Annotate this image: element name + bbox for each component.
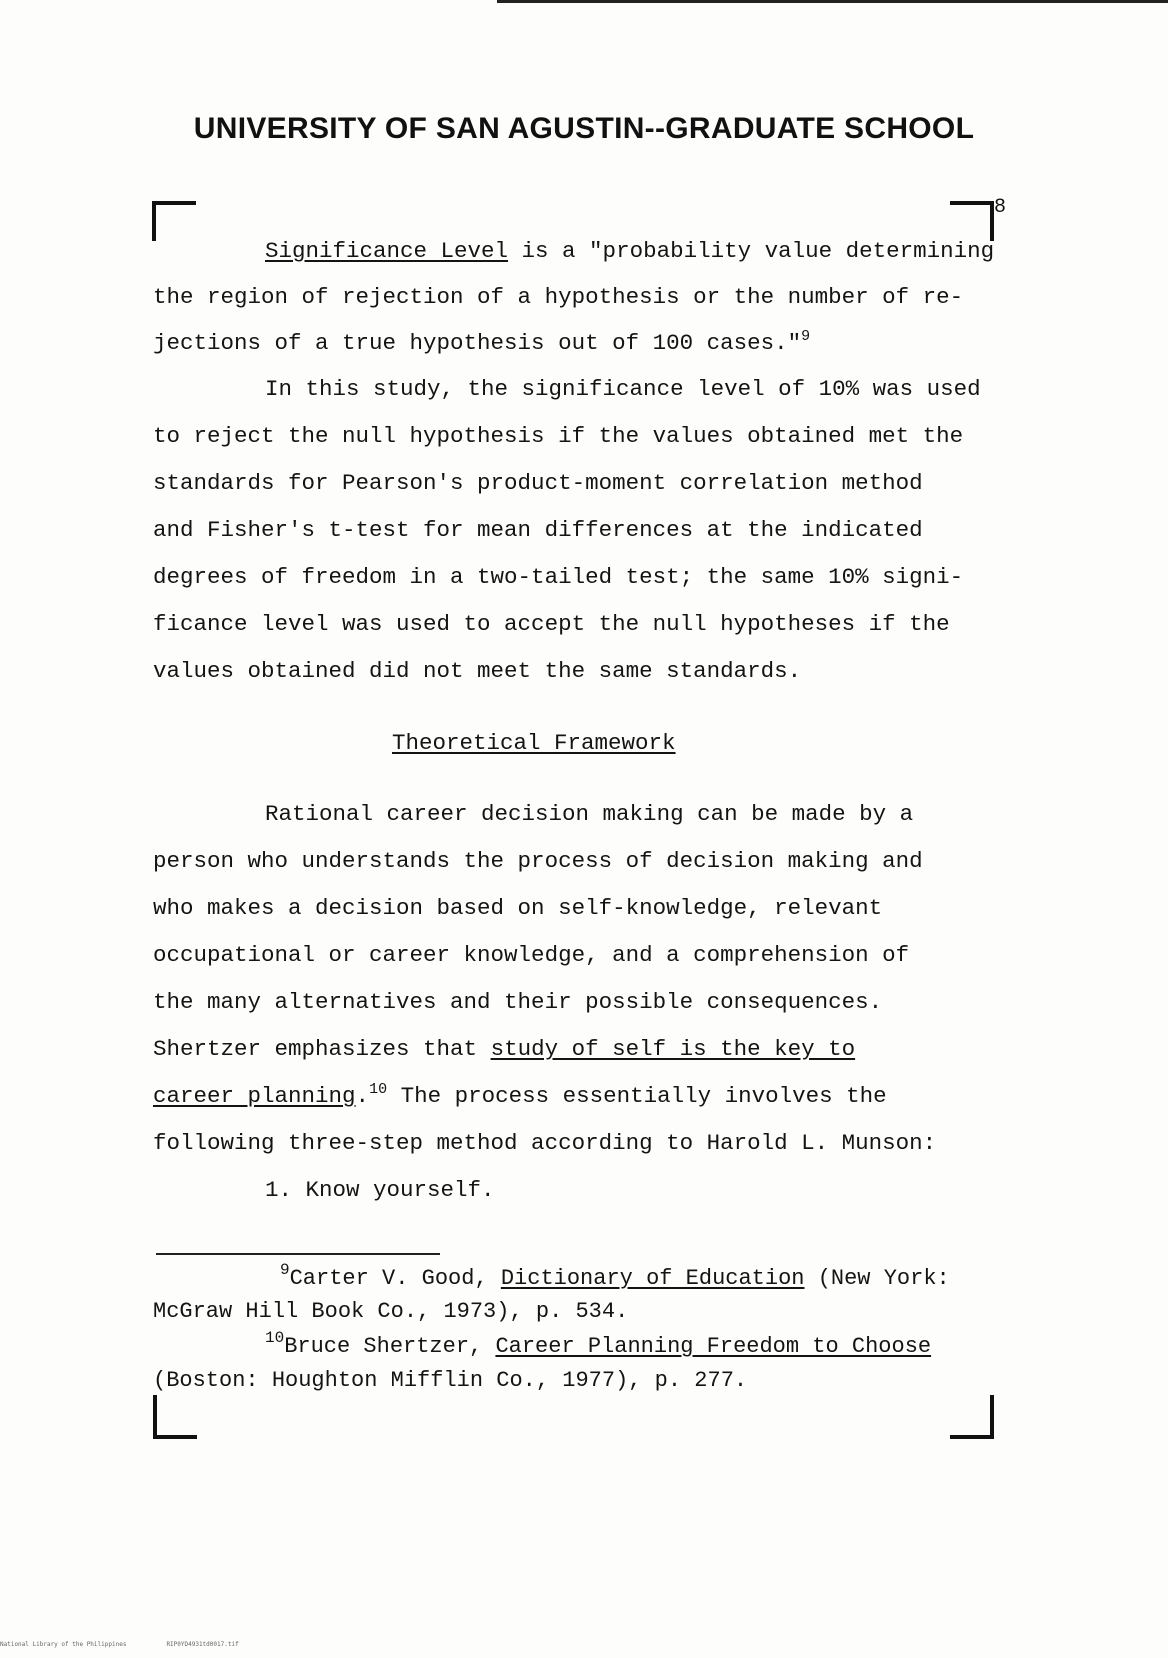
emphasis-study-of-self: study of self is the key to: [490, 1036, 856, 1062]
footnote-9-line-1: $^9$Carter V. Good, Dictionary of Education (New York:: [280, 1261, 950, 1291]
p3-line-8: following three-step method according to Harold L. Munson:: [153, 1130, 937, 1156]
p3-line-6: Shertzer emphasizes that study of self is the key to: [153, 1036, 856, 1062]
footnote-ref-9: 9: [801, 328, 811, 345]
p2-line-6: ficance level was used to accept the null hypotheses if the: [153, 611, 950, 637]
p2-line-5: degrees of freedom in a two-tailed test; the same 10% signi-: [153, 564, 964, 590]
page-title: UNIVERSITY OF SAN AGUSTIN--GRADUATE SCHOOL: [193, 112, 975, 145]
corner-mark-top-left: [152, 201, 196, 241]
list-item: 1. Know yourself.: [265, 1177, 495, 1203]
p1-line-1: Significance Level is a "probability value determining: [265, 238, 995, 264]
footnote-9-line-2: McGraw Hill Book Co., 1973), p. 534.: [153, 1299, 629, 1324]
footnote-10-line-1: $^{10}$Bruce Shertzer, Career Planning Freedom to Choose: [265, 1329, 932, 1359]
p2-line-7: values obtained did not meet the same standards.: [153, 658, 802, 684]
p3-line-7: career planning.$^{10}$ The process essentially involves the: [153, 1081, 887, 1109]
p3-line-2: person who understands the process of decision making and: [153, 848, 923, 874]
emphasis-career-planning: career planning: [153, 1083, 356, 1109]
p2-line-4: and Fisher's t-test for mean differences at the indicated: [153, 517, 923, 543]
corner-mark-bottom-right: [950, 1395, 994, 1439]
footnote-9-title: Dictionary of Education: [500, 1266, 805, 1291]
footnote-10-line-2: (Boston: Houghton Mifflin Co., 1977), p. 277.: [153, 1368, 748, 1393]
top-rule: [497, 0, 1168, 3]
p3-line-3: who makes a decision based on self-knowledge, relevant: [153, 895, 883, 921]
footnote-ref-10: 10: [369, 1081, 388, 1098]
page-number: 8: [994, 196, 1007, 219]
p2-line-1: In this study, the significance level of 10% was used: [265, 376, 981, 402]
p1-line-2: the region of rejection of a hypothesis or the number of re-: [153, 284, 964, 310]
scan-footer: National Library of the Philippines RIP0YD4931td0017.tif: [0, 1641, 239, 1648]
p3-line-4: occupational or career knowledge, and a comprehension of: [153, 942, 910, 968]
p2-line-3: standards for Pearson's product-moment correlation method: [153, 470, 923, 496]
p2-line-2: to reject the null hypothesis if the values obtained met the: [153, 423, 964, 449]
p1-line-3: jections of a true hypothesis out of 100 cases."$^9$: [153, 328, 811, 356]
section-heading: Theoretical Framework: [392, 730, 676, 756]
term-significance-level: Significance Level: [265, 238, 509, 264]
footnote-rule: [156, 1253, 440, 1255]
p3-line-1: Rational career decision making can be made by a: [265, 801, 914, 827]
footnote-10-title: Career Planning Freedom to Choose: [495, 1334, 932, 1359]
p3-line-5: the many alternatives and their possible consequences.: [153, 989, 883, 1015]
corner-mark-top-right: [950, 201, 994, 241]
corner-mark-bottom-left: [153, 1395, 197, 1439]
